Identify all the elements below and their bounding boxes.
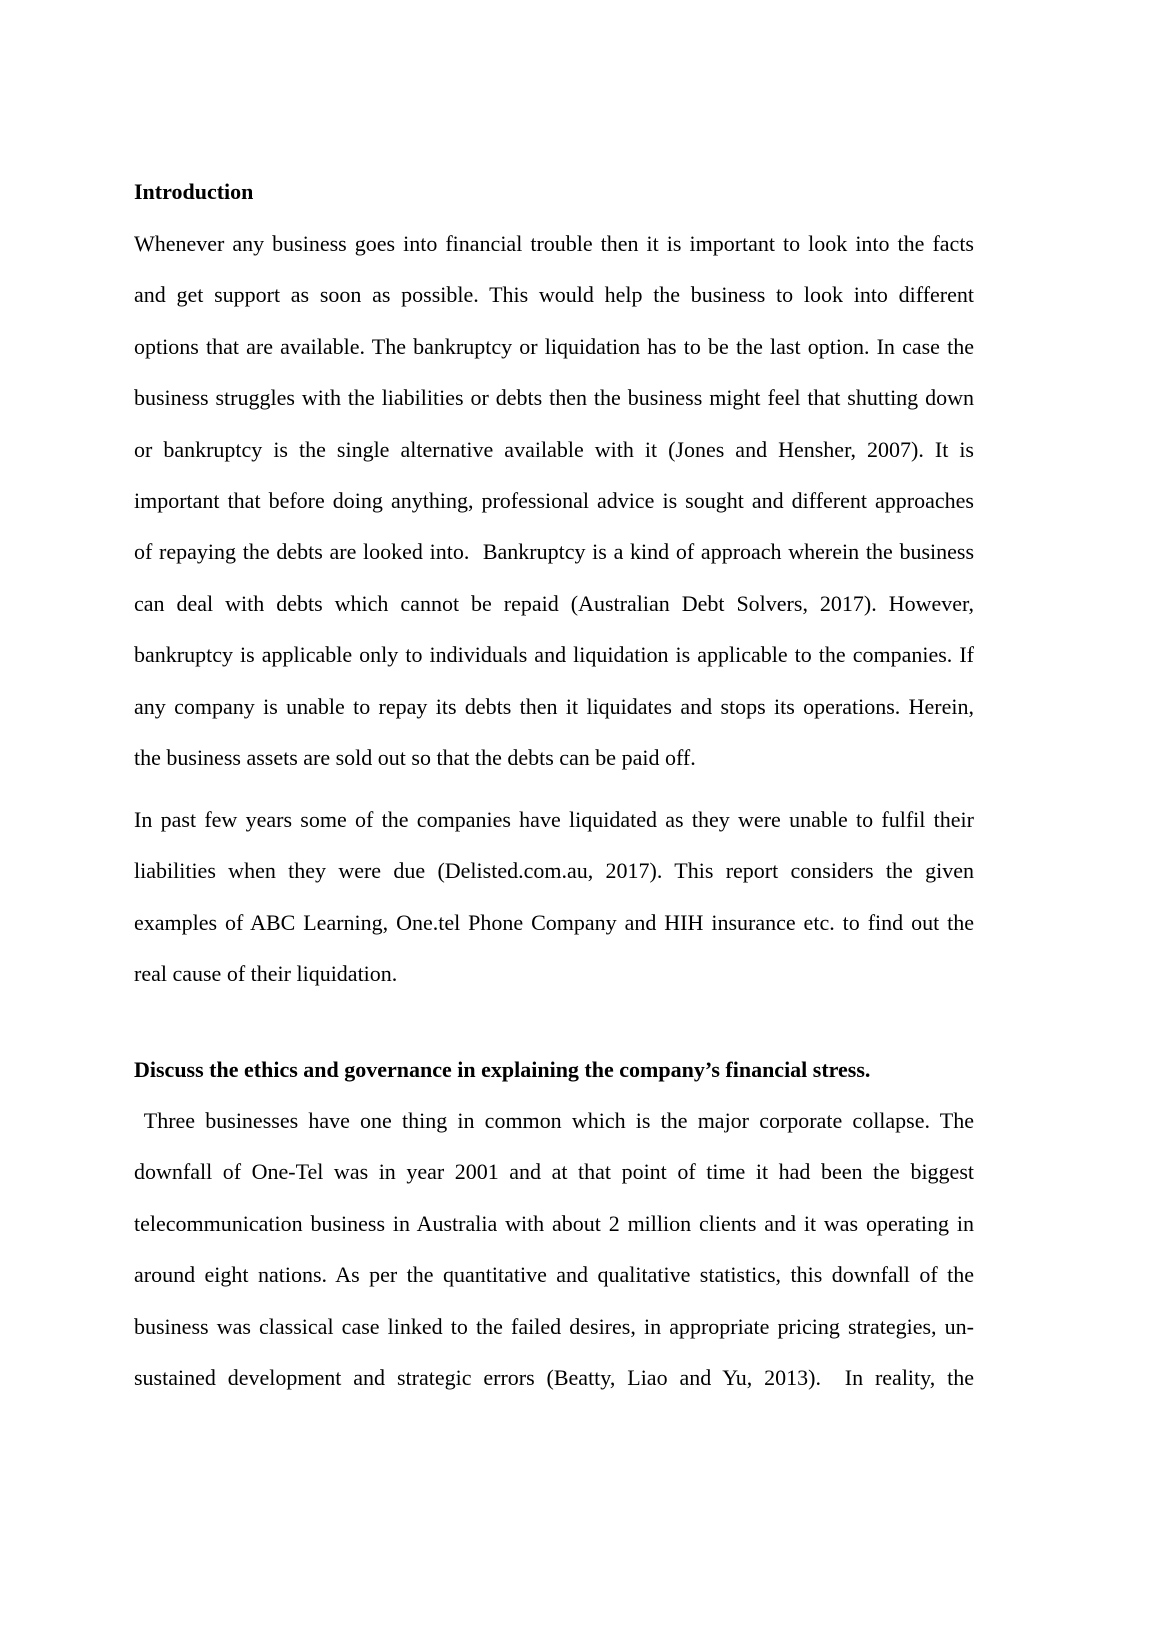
- text-line: bankruptcy is applicable only to individuals and liquidation is applicable to the companies. If: [134, 642, 974, 668]
- text-line: options that are available. The bankruptcy or liquidation has to be the last option. In case the: [134, 333, 974, 359]
- text-line: around eight nations. As per the quantitative and qualitative statistics, this downfall of the: [134, 1262, 974, 1288]
- text-line: Three businesses have one thing in common which is the major corporate collapse. The: [134, 1108, 974, 1133]
- text-line: real cause of their liquidation.: [134, 961, 398, 987]
- text-line: any company is unable to repay its debts then it liquidates and stops its operations. Herein,: [134, 693, 974, 719]
- text-line: telecommunication business in Australia with about 2 million clients and it was operating in: [134, 1210, 974, 1236]
- text-line: of repaying the debts are looked into. Bankruptcy is a kind of approach wherein the business: [134, 539, 974, 565]
- text-line: important that before doing anything, professional advice is sought and different approaches: [134, 487, 974, 513]
- paragraph-intro-1: [134, 218, 974, 783]
- text-line: examples of ABC Learning, One.tel Phone Company and HIH insurance etc. to find out the: [134, 909, 974, 935]
- text-line: Whenever any business goes into financial trouble then it is important to look into the facts: [134, 231, 974, 256]
- text-line: and get support as soon as possible. This would help the business to look into different: [134, 282, 974, 308]
- paragraph-intro-2: [134, 794, 974, 1000]
- section-heading-introduction: Introduction: [134, 179, 254, 204]
- text-line: business struggles with the liabilities or debts then the business might feel that shutting down: [134, 385, 974, 411]
- text-line: In past few years some of the companies have liquidated as they were unable to fulfil their: [134, 807, 974, 832]
- section-heading-ethics: Discuss the ethics and governance in explaining the company’s financial stress.: [134, 1057, 871, 1082]
- text-line: business was classical case linked to the failed desires, in appropriate pricing strategies, un-: [134, 1313, 974, 1339]
- text-line: sustained development and strategic errors (Beatty, Liao and Yu, 2013). In reality, the: [134, 1364, 974, 1390]
- text-line: or bankruptcy is the single alternative available with it (Jones and Hensher, 2007). It is: [134, 436, 974, 462]
- paragraph-ethics-1: [134, 1095, 974, 1403]
- text-line: can deal with debts which cannot be repaid (Australian Debt Solvers, 2017). However,: [134, 590, 974, 616]
- text-line: liabilities when they were due (Delisted.com.au, 2017). This report considers the given: [134, 858, 974, 884]
- text-line: downfall of One-Tel was in year 2001 and at that point of time it had been the biggest: [134, 1159, 974, 1185]
- text-line: the business assets are sold out so that the debts can be paid off.: [134, 744, 696, 770]
